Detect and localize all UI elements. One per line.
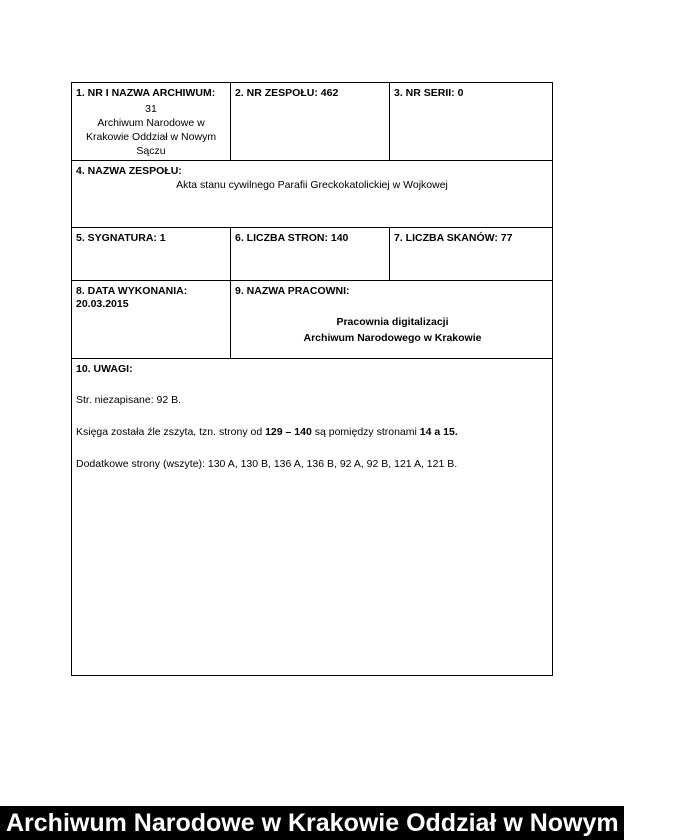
notes-label: 10. UWAGI: <box>76 363 133 375</box>
series-number-label: 3. NR SERII: 0 <box>394 87 464 99</box>
signature-label: 5. SYGNATURA: 1 <box>76 232 166 244</box>
row-counts <box>72 228 552 281</box>
row-archive <box>72 83 552 161</box>
cell-signature <box>72 228 230 280</box>
cell-fonds-name <box>72 161 552 227</box>
row-fonds-name <box>72 161 552 228</box>
date-value: 20.03.2015 <box>76 298 129 310</box>
cell-page-count <box>230 228 389 280</box>
scan-count-label: 7. LICZBA SKANÓW: 77 <box>394 232 513 244</box>
note-binding-page-range: 129 – 140 <box>265 426 312 438</box>
archive-number: 31 <box>145 103 157 115</box>
note-binding <box>76 426 548 439</box>
cell-fonds-number <box>230 83 389 160</box>
archive-banner: Archiwum Narodowe w Krakowie Oddział w Nowym Sączu <box>0 806 624 840</box>
row-date-studio <box>72 281 552 359</box>
note-binding-part-2: są pomiędzy stronami <box>311 426 420 438</box>
cell-notes <box>72 359 552 675</box>
cell-archive <box>72 83 230 160</box>
archive-name-line-1: Archiwum Narodowe w <box>97 117 205 129</box>
fonds-name-label: 4. NAZWA ZESPOŁU: <box>76 165 182 177</box>
studio-name-line-2: Archiwum Narodowego w Krakowie <box>303 332 482 344</box>
row-notes <box>72 359 552 675</box>
studio-label: 9. NAZWA PRACOWNI: <box>235 285 350 297</box>
fonds-number-label: 2. NR ZESPOŁU: 462 <box>235 87 339 99</box>
cell-series-number <box>389 83 554 160</box>
note-extra-pages: Dodatkowe strony (wszyte): 130 A, 130 B, 136 A, 136 B, 92 A, 92 B, 121 A, 121 B. <box>76 458 458 470</box>
archive-name-line-3: Sączu <box>136 145 166 157</box>
archive-name-line-2: Krakowie Oddział w Nowym <box>85 131 217 143</box>
cell-studio <box>230 281 554 358</box>
studio-name-line-1: Pracownia digitalizacji <box>336 316 449 328</box>
archive-label: 1. NR I NAZWA ARCHIWUM: <box>76 87 216 99</box>
note-binding-between-pages: 14 a 15. <box>419 426 458 438</box>
cell-date <box>72 281 230 358</box>
fonds-name-value: Akta stanu cywilnego Parafii Greckokatolickiej w Wojkowej <box>176 179 448 191</box>
date-label: 8. DATA WYKONANIA: <box>76 285 188 297</box>
note-blank-pages: Str. niezapisane: 92 B. <box>76 394 182 406</box>
metadata-card <box>71 82 553 676</box>
note-binding-part-1: Księga została źle zszyta, tzn. strony od <box>76 426 266 438</box>
cell-scan-count <box>389 228 554 280</box>
page-count-label: 6. LICZBA STRON: 140 <box>235 232 349 244</box>
